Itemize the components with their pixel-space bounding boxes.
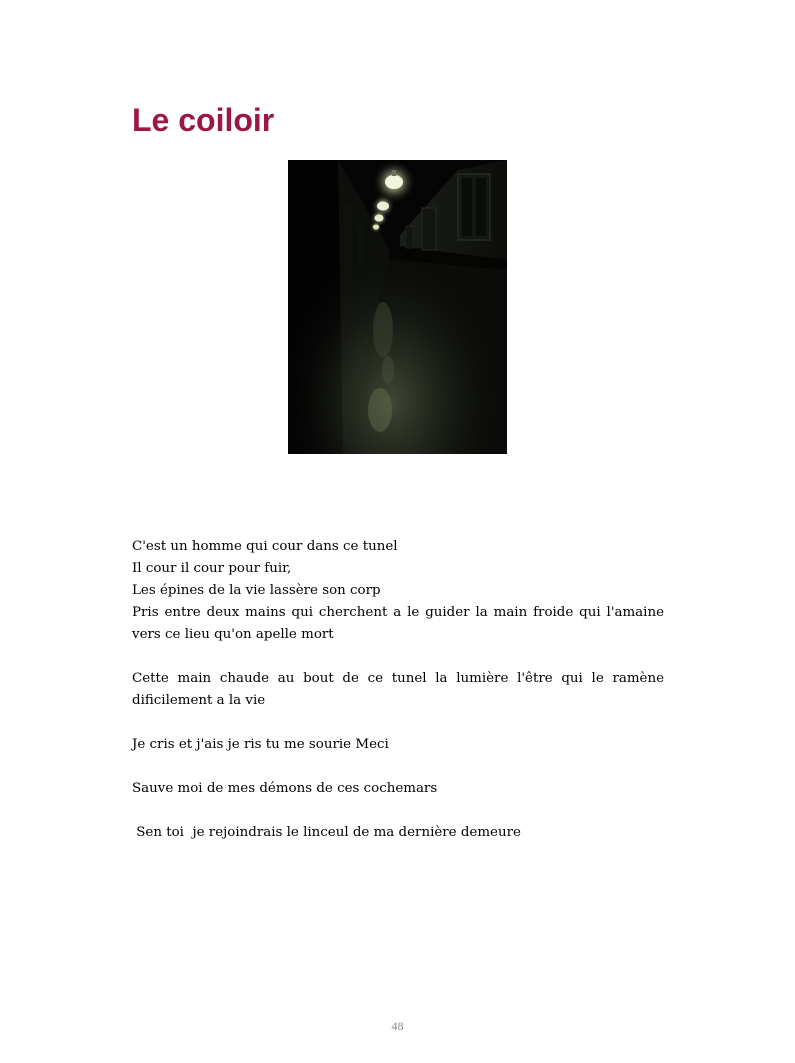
stanza-2: Cette main chaude au bout de ce tunel la lumière l'être qui le ramène dificilement a la vie	[132, 671, 664, 708]
page-title: Le coiloir	[132, 102, 275, 138]
stanza-4: Sauve moi de mes démons de ces cochemars	[132, 781, 438, 796]
corridor-photo	[288, 160, 507, 454]
stanza-3: Je cris et j'ais je ris tu me sourie Meci	[132, 737, 389, 752]
page-number: 48	[391, 1019, 404, 1033]
stanza-1	[132, 536, 664, 646]
stanza-5: Sen toi je rejoindrais le linceul de ma dernière demeure	[132, 825, 521, 840]
poem-line: Les épines de la vie lassère son corp	[132, 583, 381, 598]
poem-line: Il cour il cour pour fuir,	[132, 561, 292, 576]
poem-line: Pris entre deux mains qui cherchent a le guider la main froide qui l'amaine vers ce lieu qu'on apelle mort	[132, 605, 664, 642]
poem-text	[132, 536, 664, 866]
poem-line: C'est un homme qui cour dans ce tunel	[132, 539, 398, 554]
